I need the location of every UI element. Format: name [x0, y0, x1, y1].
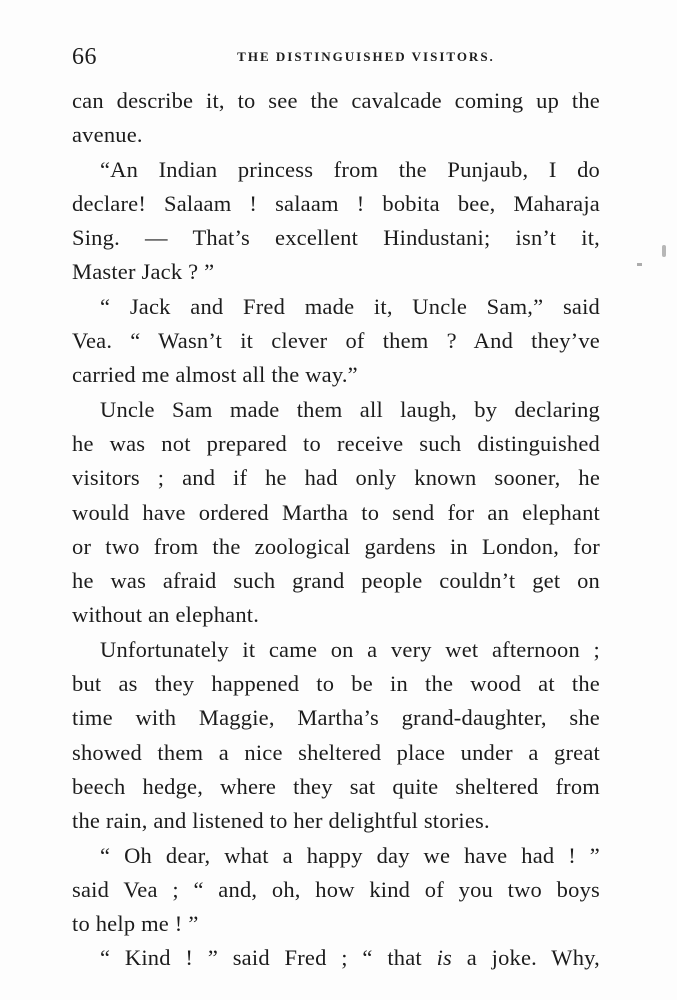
text-line: would have ordered Martha to send for an elephant [72, 499, 600, 525]
text-line: declare! Salaam ! salaam ! bobita bee, Maharaja [72, 190, 600, 216]
text-line: without an elephant. [72, 602, 260, 628]
text-line: time with Maggie, Martha’s grand-daughter, she [72, 705, 600, 731]
text-line: beech hedge, where they sat quite sheltered from [72, 773, 600, 799]
text-line: to help me ! ” [72, 911, 199, 937]
text-line: Unfortunately it came on a very wet afternoon ; [100, 636, 600, 662]
emphasized-word: is [436, 945, 452, 971]
text-line: “ Jack and Fred made it, Uncle Sam,” said [100, 293, 600, 319]
text-line: “An Indian princess from the Punjaub, I do [100, 156, 600, 182]
text-line: but as they happened to be in the wood at the [72, 671, 600, 697]
text-line: Vea. “ Wasn’t it clever of them ? And they’ve [72, 328, 600, 354]
text-line: carried me almost all the way.” [72, 362, 358, 388]
text-fragment: “ Kind ! ” said Fred ; “ that [100, 945, 437, 971]
page-speck [637, 263, 642, 266]
text-line: “ Oh dear, what a happy day we have had ! ” [100, 842, 600, 868]
page-number: 66 [72, 44, 97, 70]
text-line: visitors ; and if he had only known sooner, he [72, 465, 600, 491]
text-line: he was afraid such grand people couldn’t get on [72, 568, 600, 594]
text-line: can describe it, to see the cavalcade coming up the [72, 88, 600, 113]
text-line: said Vea ; “ and, oh, how kind of you two boys [72, 876, 600, 902]
running-head [72, 42, 600, 72]
text-line: he was not prepared to receive such distinguished [72, 430, 600, 456]
text-line: showed them a nice sheltered place under a great [72, 739, 600, 765]
body-text [72, 84, 600, 976]
text-line: the rain, and listened to her delightful stories. [72, 808, 490, 834]
text-fragment: a joke. Why, [452, 945, 600, 971]
text-line-final [72, 941, 600, 975]
running-title: THE DISTINGUISHED VISITORS. [237, 49, 495, 64]
text-line: Uncle Sam made them all laugh, by declaring [100, 396, 600, 422]
text-line: avenue. [72, 122, 143, 148]
text-line: Master Jack ? ” [72, 259, 215, 285]
text-line: or two from the zoological gardens in London, for [72, 533, 600, 559]
text-line: Sing. — That’s excellent Hindustani; isn’t it, [72, 225, 600, 251]
page-smudge [662, 245, 666, 257]
